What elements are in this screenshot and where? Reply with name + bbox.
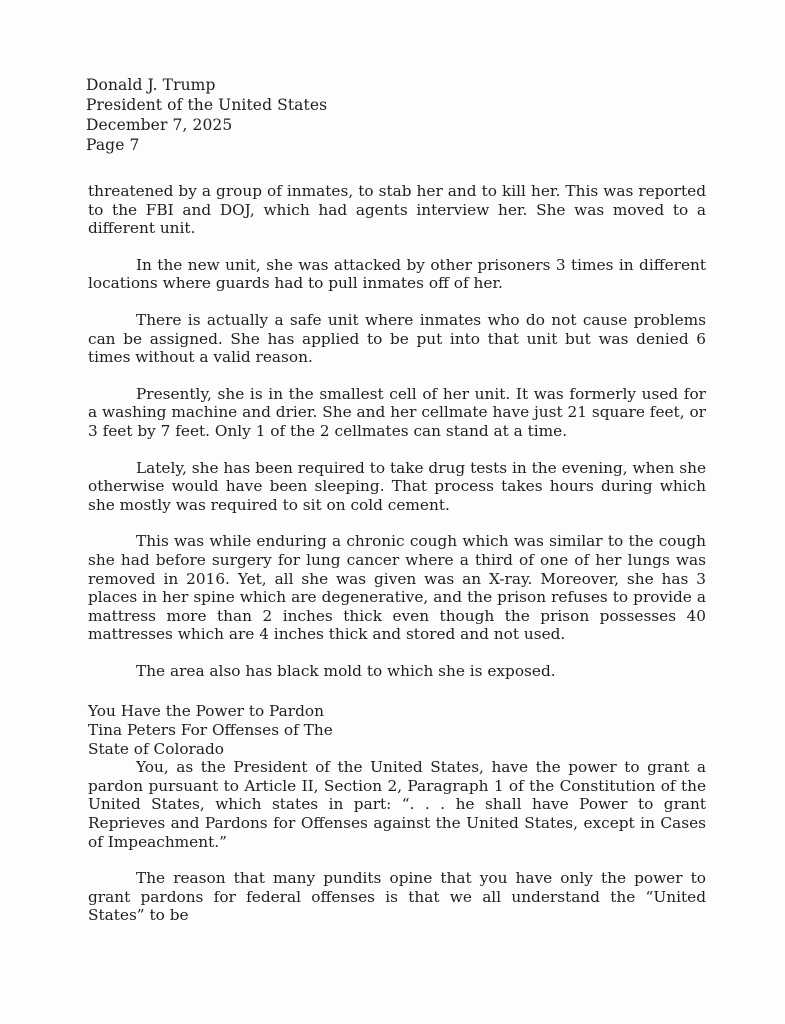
recipient-title: President of the United States (86, 96, 328, 114)
paragraph-new-unit: In the new unit, she was attacked by other prisoners 3 times in different locations where guards had to pull inmates off of her. (88, 255, 706, 293)
paragraph-drug-tests: Lately, she has been required to take drug tests in the evening, when she otherwise would have been sleeping. That process takes hours during which she mostly was required to sit on cold cement. (88, 458, 706, 514)
paragraph-chronic-cough: This was while enduring a chronic cough which was similar to the cough she had before surgery for lung cancer where a third of one of her lungs was removed in 2016. Yet, all she was given was an X-ray. Moreover, she has 3 places in her spine which are degenerative, and the prison refuses to provide a mattress more than 2 inches thick even though the prison possesses 40 mattresses which are 4 inches thick and stored and not used. (88, 532, 706, 644)
paragraph-safe-unit: There is actually a safe unit where inmates who do not cause problems can be assigned. She has applied to be put into that unit but was denied 6 times without a valid reason. (88, 310, 706, 367)
paragraph-black-mold: The area also has black mold to which she is exposed. (136, 661, 556, 680)
section-heading-line-1: You Have the Power to Pardon (88, 702, 324, 721)
letter-body (88, 182, 706, 925)
paragraph-pundits: The reason that many pundits opine that you have only the power to grant pardons for federal offenses is that we all understand the “United States” to be (88, 869, 706, 925)
paragraph-pardon-power: You, as the President of the United States, have the power to grant a pardon pursuant to Article II, Section 2, Paragraph 1 of the Constitution of the United States, which states in part: “. . . he shall have Power to grant Reprieves and Pardons for Offenses against the United States, except in Cases of Impeachment.” (88, 758, 706, 851)
letter-date: December 7, 2025 (86, 116, 233, 134)
paragraph-smallest-cell: Presently, she is in the smallest cell of her unit. It was formerly used for a washing machine and drier. She and her cellmate have just 21 square feet, or 3 feet by 7 feet. Only 1 of the 2 cellmates can stand at a time. (88, 384, 706, 440)
section-heading-line-3: State of Colorado (88, 739, 224, 758)
letterhead (86, 75, 486, 155)
section-heading-line-2: Tina Peters For Offenses of The (88, 721, 333, 740)
page-number: Page 7 (86, 136, 140, 154)
recipient-name: Donald J. Trump (86, 76, 216, 94)
paragraph-threat: threatened by a group of inmates, to stab her and to kill her. This was reported to the FBI and DOJ, which had agents interview her. She was moved to a different unit. (88, 182, 706, 238)
